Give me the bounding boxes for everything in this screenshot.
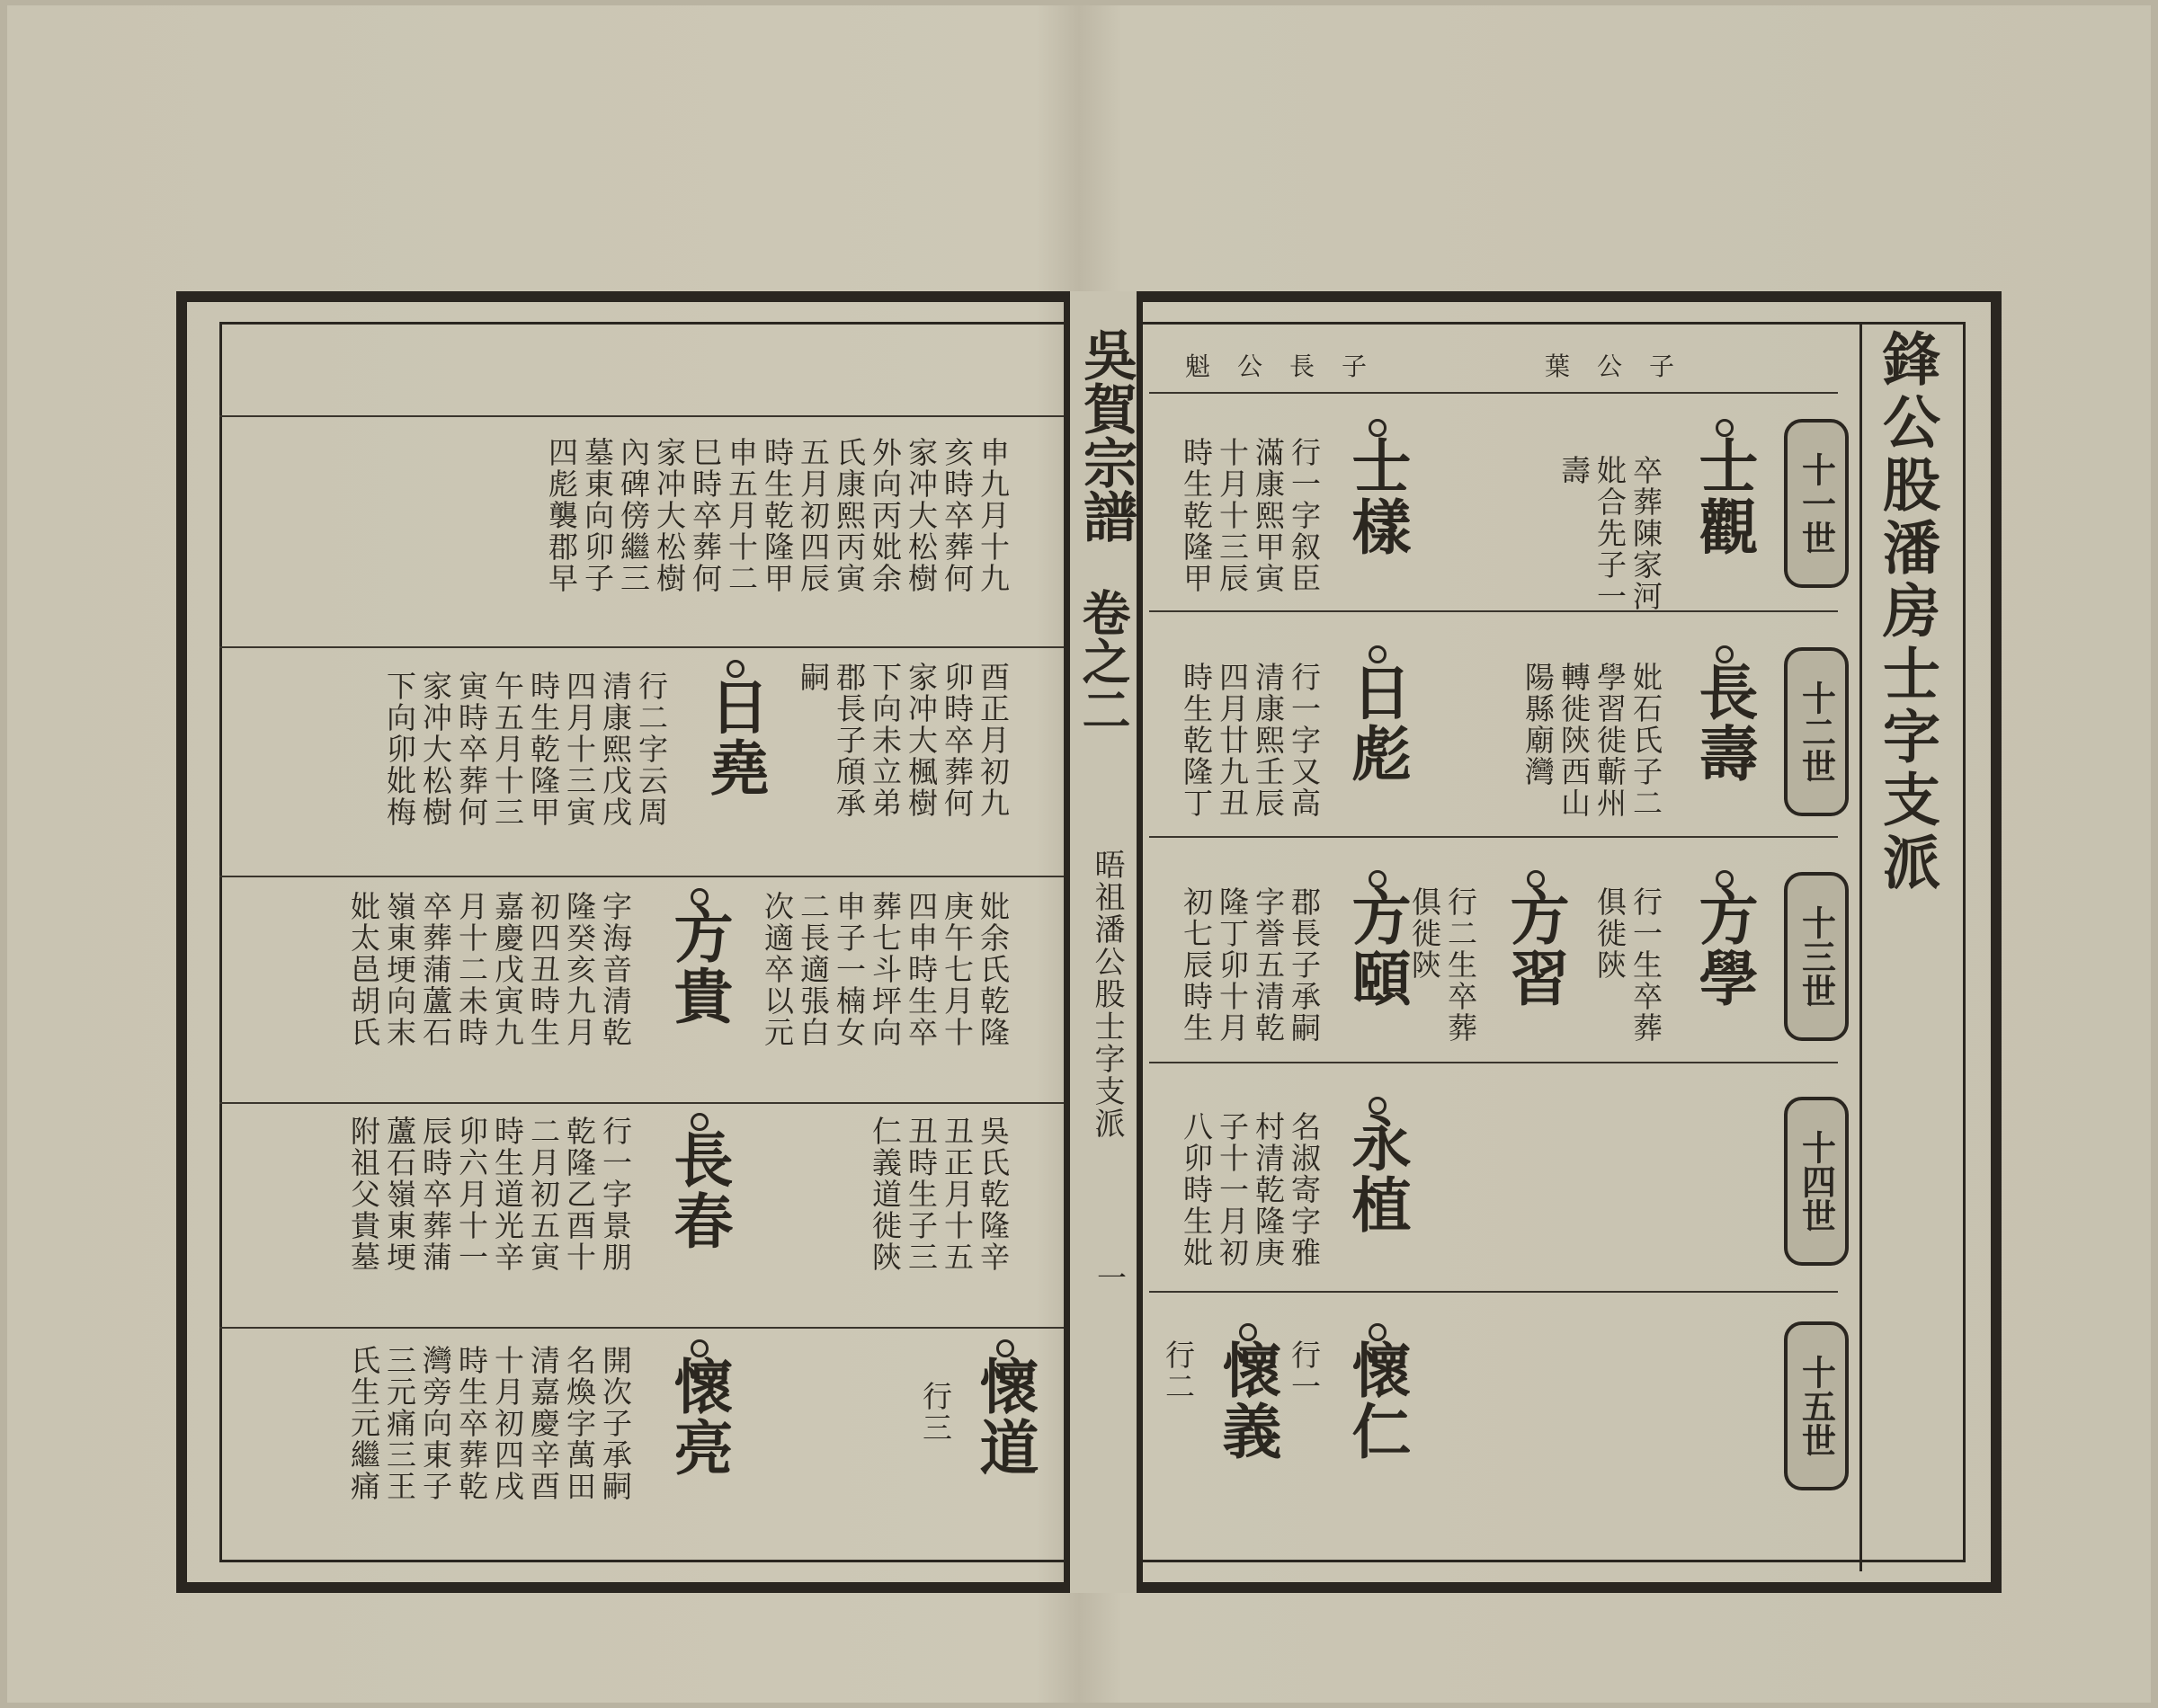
record-text: 酉正月初九	[976, 662, 1011, 819]
row-line	[1149, 836, 1838, 838]
row-line	[219, 876, 1065, 877]
record-text: 嗣	[796, 662, 831, 693]
person-detail: 行二生卒葬	[1443, 886, 1478, 1044]
lineage-node	[1716, 645, 1734, 663]
person-detail: 清嘉慶辛酉	[526, 1345, 561, 1502]
person-detail: 字誉五清乾	[1251, 886, 1286, 1044]
generation-badge: 十五世	[1784, 1321, 1849, 1490]
person-detail: 月十二未時	[454, 891, 489, 1048]
record-text: 丑正月十五	[940, 1116, 975, 1273]
person-detail: 清康熙壬辰	[1251, 662, 1286, 819]
person-detail: 行一字景朋	[598, 1116, 633, 1273]
row-line	[1149, 610, 1838, 612]
lineage-node	[1369, 1323, 1387, 1341]
person-detail: 初七辰時生	[1179, 886, 1214, 1044]
person-detail: 隆癸亥九月	[562, 891, 597, 1048]
header-divider	[1859, 322, 1862, 1571]
person-name: 懷道	[969, 1356, 1039, 1478]
person-detail: 寅時卒葬何	[454, 671, 489, 828]
record-text: 郡長子頎承	[832, 662, 867, 819]
person-detail: 子十一月初	[1215, 1111, 1250, 1268]
row-line	[219, 646, 1065, 648]
person-detail: 妣太邑胡氏	[346, 891, 381, 1048]
record-text: 仁義道徙陝	[868, 1116, 903, 1273]
gutter-subtitle: 晤祖潘公股士字支派	[1089, 849, 1125, 1140]
record-text: 丑時生子三	[904, 1116, 939, 1273]
person-name: 方學	[1689, 886, 1759, 1009]
person-detail: 時生乾隆丁	[1179, 662, 1214, 819]
person-detail: 蘆石嶺東埂	[382, 1116, 417, 1273]
lineage-node	[1369, 1097, 1387, 1115]
person-detail: 妣石氏子二	[1628, 662, 1663, 819]
person-detail: 俱徙陝	[1592, 886, 1627, 981]
lineage-node	[691, 888, 709, 906]
row-line	[1149, 1062, 1838, 1063]
lineage-node	[1716, 419, 1734, 437]
record-text: 巳時卒葬何	[688, 437, 723, 594]
person-detail: 名淑寄字雅	[1287, 1111, 1322, 1268]
lineage-node	[691, 1339, 709, 1357]
person-detail: 行二字云周	[634, 671, 669, 828]
book-title: 吳賀宗譜	[1075, 327, 1137, 543]
lineage-node	[727, 660, 745, 678]
record-text: 葬七斗坪向	[868, 891, 903, 1048]
generation-badge: 十二世	[1784, 647, 1849, 816]
person-detail: 卯六月十一	[454, 1116, 489, 1273]
record-text: 次適卒以元	[760, 891, 795, 1048]
person-name: 懷義	[1212, 1339, 1282, 1462]
person-detail: 俱徙陝	[1407, 886, 1442, 981]
person-detail: 名煥字萬田	[562, 1345, 597, 1502]
record-text: 家冲大楓樹	[904, 662, 939, 819]
record-text: 四彪襲郡早	[544, 437, 579, 594]
person-detail: 卒葬陳家河	[1628, 455, 1663, 612]
generation-badge: 十四世	[1784, 1097, 1849, 1266]
person-detail: 辰時卒葬蒲	[418, 1116, 453, 1273]
person-detail: 壽	[1556, 455, 1592, 486]
person-detail: 時生卒葬乾	[454, 1345, 489, 1502]
person-detail: 時生乾隆甲	[1179, 437, 1214, 594]
genealogy-frame	[176, 291, 2002, 1593]
record-text: 二長適張白	[796, 891, 831, 1048]
page-sheet	[7, 5, 2151, 1703]
person-detail: 滿康熙甲寅	[1251, 437, 1286, 594]
person-name: 方頤	[1342, 886, 1412, 1009]
person-detail: 時生道光辛	[490, 1116, 525, 1273]
top-label-right: 葉公子	[1545, 351, 1702, 381]
person-detail: 家冲大松樹	[418, 671, 453, 828]
person-detail: 陽縣廟灣	[1520, 662, 1556, 787]
lineage-node	[691, 1113, 709, 1131]
person-detail: 行一	[1287, 1339, 1322, 1402]
person-name: 士觀	[1689, 435, 1759, 557]
volume-label: 卷之二	[1075, 588, 1132, 734]
person-detail: 行一字叙臣	[1287, 437, 1322, 594]
record-text: 氏康熙丙寅	[832, 437, 867, 594]
record-text: 家冲大松樹	[904, 437, 939, 594]
record-text: 庚午七月十	[940, 891, 975, 1048]
record-text: 四申時生卒	[904, 891, 939, 1048]
lineage-node	[1369, 645, 1387, 663]
person-detail: 附祖父貴墓	[346, 1116, 381, 1273]
lineage-node	[1239, 1323, 1257, 1341]
record-text: 申九月十九	[976, 437, 1011, 594]
person-name: 長春	[664, 1129, 734, 1251]
record-text: 申五月十二	[724, 437, 759, 594]
person-name: 方貴	[664, 904, 734, 1027]
person-detail: 行一生卒葬	[1628, 886, 1663, 1044]
person-detail: 十月初四戌	[490, 1345, 525, 1502]
record-text: 下向未立弟	[868, 662, 903, 819]
person-detail: 開次子承嗣	[598, 1345, 633, 1502]
record-text: 內碑傍繼三	[616, 437, 651, 594]
row-line	[219, 415, 1065, 417]
record-text: 申子一楠女	[832, 891, 867, 1048]
person-name: 長壽	[1689, 662, 1759, 784]
person-name: 方習	[1500, 886, 1570, 1009]
person-detail: 四月十三寅	[562, 671, 597, 828]
person-detail: 八卯時生妣	[1179, 1111, 1214, 1268]
record-text: 五月初四辰	[796, 437, 831, 594]
person-detail: 轉徙陝西山	[1556, 662, 1592, 819]
person-detail: 三元痛三王	[382, 1345, 417, 1502]
record-text: 外向丙妣余	[868, 437, 903, 594]
row-line	[1149, 1291, 1838, 1293]
person-detail: 清康熙戊戌	[598, 671, 633, 828]
person-detail: 隆丁卯十月	[1215, 886, 1250, 1044]
lineage-node	[1716, 870, 1734, 888]
person-detail: 嘉慶戊寅九	[490, 891, 525, 1048]
person-detail: 村清乾隆庚	[1251, 1111, 1286, 1268]
person-detail: 學習徙蘄州	[1592, 662, 1627, 819]
person-name: 士樣	[1342, 435, 1412, 557]
branch-title: 鋒公股潘房士字支派	[1873, 329, 1940, 895]
lineage-node	[1369, 419, 1387, 437]
person-name: 日堯	[700, 676, 770, 798]
person-detail: 灣旁向東子	[418, 1345, 453, 1502]
person-detail: 氏生元繼痛	[346, 1345, 381, 1502]
top-label-middle: 魁公長子	[1185, 351, 1395, 381]
lineage-node	[996, 1339, 1014, 1357]
person-detail: 時生乾隆甲	[526, 671, 561, 828]
generation-badge: 十一世	[1784, 419, 1849, 588]
record-text: 亥時卒葬何	[940, 437, 975, 594]
person-detail: 郡長子承嗣	[1287, 886, 1322, 1044]
person-detail: 行二	[1161, 1339, 1196, 1402]
person-name: 懷仁	[1342, 1339, 1412, 1462]
lineage-node	[1369, 870, 1387, 888]
record-text: 妣余氏乾隆	[976, 891, 1011, 1048]
record-text: 卯時卒葬何	[940, 662, 975, 819]
row-line	[219, 1327, 1065, 1329]
row-line	[219, 1102, 1065, 1104]
person-detail: 嶺東埂向末	[382, 891, 417, 1048]
person-detail: 字海音清乾	[598, 891, 633, 1048]
person-name: 日彪	[1342, 662, 1412, 784]
person-detail: 十月十三辰	[1215, 437, 1250, 594]
person-detail: 初四丑時生	[526, 891, 561, 1048]
record-text: 時生乾隆甲	[760, 437, 795, 594]
page-number: 一	[1092, 1262, 1128, 1294]
record-text: 家冲大松樹	[652, 437, 687, 594]
person-detail: 四月廿九丑	[1215, 662, 1250, 819]
person-detail: 妣合先子一	[1592, 455, 1627, 612]
person-detail: 行三	[918, 1381, 953, 1444]
person-detail: 下向卯妣梅	[382, 671, 417, 828]
person-detail: 二月初五寅	[526, 1116, 561, 1273]
lineage-node	[1527, 870, 1545, 888]
person-detail: 乾隆乙酉十	[562, 1116, 597, 1273]
person-detail: 卒葬蒲蘆石	[418, 891, 453, 1048]
record-text: 吳氏乾隆辛	[976, 1116, 1011, 1273]
person-detail: 行一字又高	[1287, 662, 1322, 819]
row-line	[1149, 392, 1838, 394]
person-name: 永植	[1342, 1113, 1412, 1235]
generation-badge: 十三世	[1784, 872, 1849, 1041]
book-gutter	[1064, 291, 1143, 1593]
person-name: 懷亮	[664, 1356, 734, 1478]
person-detail: 午五月十三	[490, 671, 525, 828]
record-text: 墓東向卯子	[580, 437, 615, 594]
